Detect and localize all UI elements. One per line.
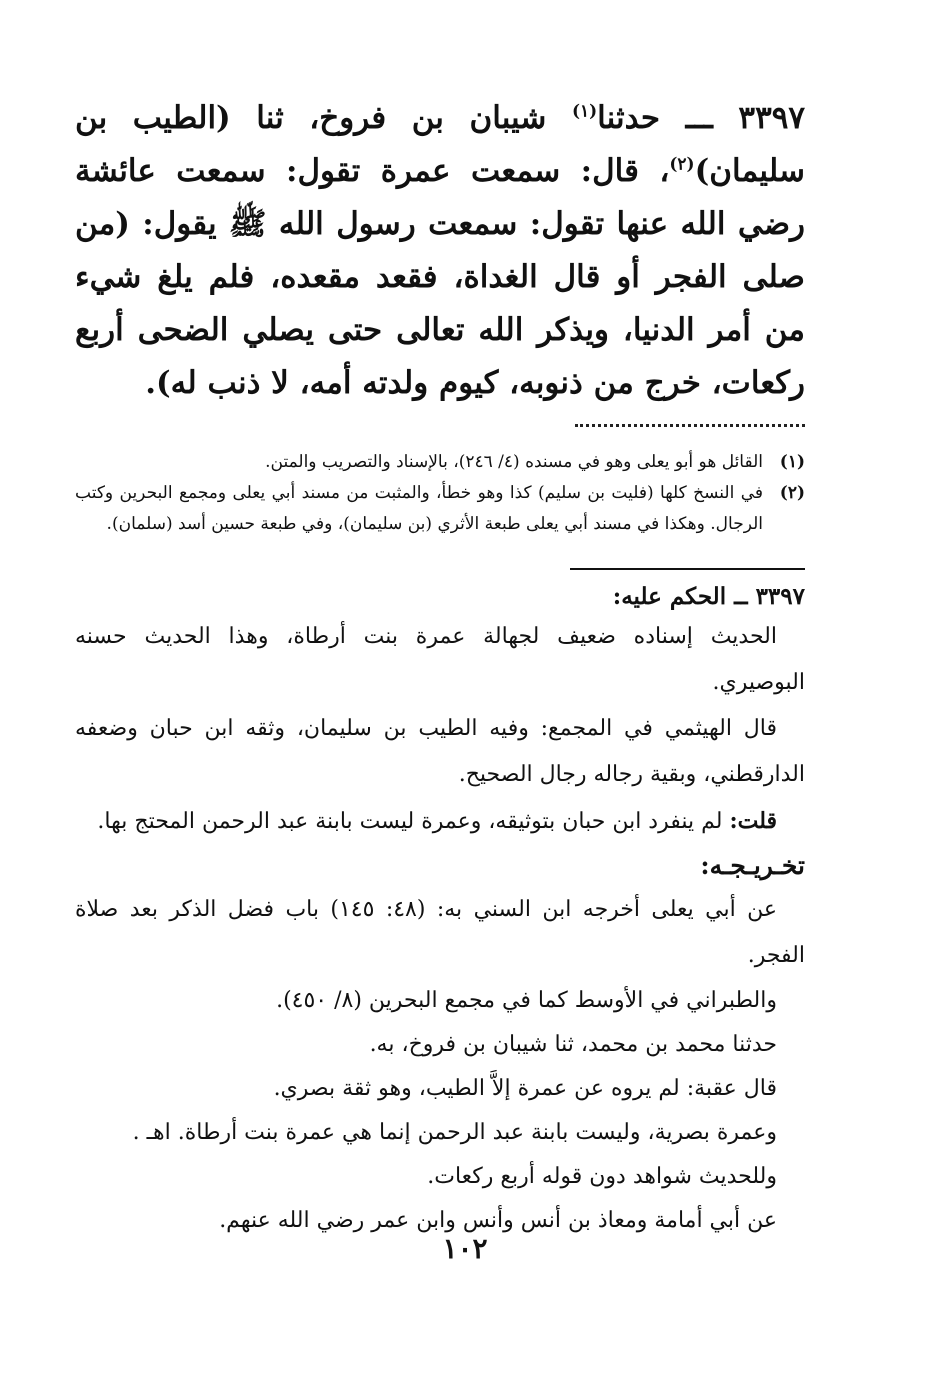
takhrij-line: والطبراني في الأوسط كما في مجمع البحرين (٨/ ٤٥٠). bbox=[276, 988, 777, 1013]
takhrij-line: وعمرة بصرية، وليست بابنة عبد الرحمن إنما هي عمرة بنت أرطاة. اهـ . bbox=[132, 1120, 777, 1145]
section-divider bbox=[570, 568, 805, 570]
footnote-ref-2: (٢) bbox=[669, 154, 695, 175]
hadith-number: ٣٣٩٧ bbox=[738, 100, 806, 136]
footnotes bbox=[75, 447, 805, 540]
page-number: ١٠٢ bbox=[442, 1232, 488, 1265]
takhrij-line: وللحديث شواهد دون قوله أربع ركعات. bbox=[427, 1164, 777, 1189]
ruling-paragraph-3 bbox=[75, 798, 805, 845]
takhrij-paragraph-1: عن أبي يعلى أخرجه ابن السني به: (٤٨: ١٤٥) باب فضل الذكر بعد صلاة الفجر. bbox=[75, 897, 805, 968]
ruling-paragraph-2: قال الهيثمي في المجمع: وفيه الطيب بن سليمان، وثقه ابن حبان وضعفه الدارقطني، وبقية رجاله رجال الصحيح. bbox=[75, 716, 805, 787]
footnote-number: (١) bbox=[779, 452, 805, 472]
footnote-ref-1: (١) bbox=[571, 101, 598, 122]
ruling-title: ٣٣٩٧ ــ الحكم عليه: bbox=[612, 583, 805, 610]
ruling-paragraph-3-text: لم ينفرد ابن حبان بتوثيقه، وعمرة ليست بابنة عبد الرحمن المحتج بها. bbox=[97, 809, 730, 834]
takhrij-title: تخـريـجـه: bbox=[700, 851, 805, 880]
hadith-part-3: ، قال: سمعت عمرة تقول: سمعت عائشة رضي الله عنها تقول: سمعت رسول الله ﷺ يقول: (من صلى الفجر أو قال الغداة، فقعد مقعده، فلم يلغ شيء من أمر الدنيا، ويذكر الله تعالى حتى يصلي الضحى أربع ركعات، خرج من ذنوبه، كيوم ولدته أمه، لا ذنب له). bbox=[75, 153, 805, 401]
takhrij-line: قال عقبة: لم يروه عن عمرة إلاَّ الطيب، وهو ثقة بصري. bbox=[273, 1076, 777, 1101]
takhrij-line: حدثنا محمد بن محمد، ثنا شيبان بن فروخ، به. bbox=[369, 1032, 777, 1057]
takhrij-line: عن أبي أمامة ومعاذ بن أنس وأنس وابن عمر رضي الله عنهم. bbox=[219, 1208, 777, 1233]
footnote-separator bbox=[575, 424, 805, 427]
footnote-number: (٢) bbox=[779, 483, 805, 503]
hadith-part-2: شيبان بن فروخ، ثنا (الطيب بن سليمان) bbox=[75, 100, 805, 189]
ruling-lead: قلت: bbox=[729, 808, 777, 834]
footnote-text: في النسخ كلها (فليت بن سليم) كذا وهو خطأ، والمثبت من مسند أبي يعلى ومجمع البحرين وكتب الرجال. وهكذا في مسند أبي يعلى طبعة الأثري (بن سليمان)، وفي طبعة حسين أسد (سلمان). bbox=[75, 483, 763, 534]
footnote-1 bbox=[75, 447, 805, 478]
hadith-dash: ـــ bbox=[685, 100, 713, 136]
hadith-text bbox=[75, 92, 805, 410]
footnote-2 bbox=[75, 478, 805, 540]
footnote-text: القائل هو أبو يعلى وهو في مسنده (٤/ ٢٤٦)، بالإسناد والتصريب والمتن. bbox=[265, 452, 763, 472]
ruling-paragraph-1: الحديث إسناده ضعيف لجهالة عمرة بنت أرطاة، وهذا الحديث حسنه البوصيري. bbox=[75, 624, 805, 695]
hadith-part-1: حدثنا bbox=[597, 100, 661, 136]
takhrij-lines bbox=[75, 979, 805, 1243]
